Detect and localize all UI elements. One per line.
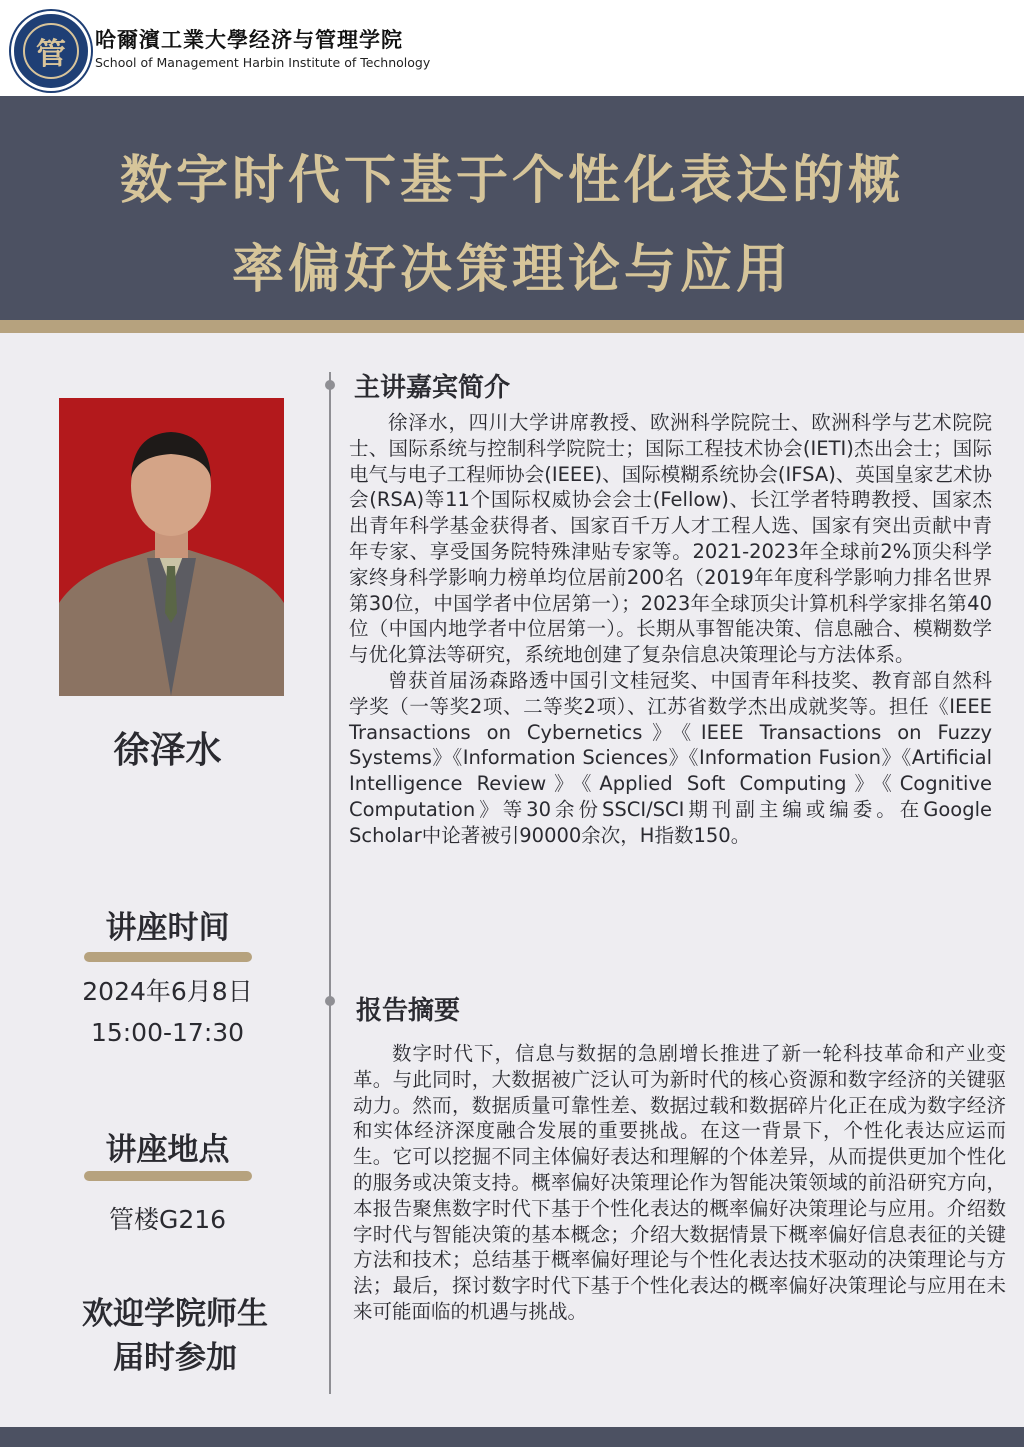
abstract-paragraph: 数字时代下，信息与数据的急剧增长推进了新一轮科技革命和产业变革。与此同时，大数据被广泛认可为新时代的核心资源和数字经济的关键驱动力。然而，数据质量可靠性差、数据过载和数据碎片化正在成为数字经济和实体经济深度融合发展的重要挑战。在这一背景下，个性化表达应运而生。它可以挖掘不同主体偏好表达和理解的个体差异，从而提供更加个性化的服务或决策支持。概率偏好决策理论作为智能决策领域的前沿研究方向，本报告聚焦数字时代下基于个性化表达的概率偏好决策理论与应用。介绍数字时代与智能决策的基本概念；介绍大数据情景下概率偏好信息表征的关键方法和技术；总结基于概率偏好理论与个性化表达技术驱动的决策理论与方法；最后，探讨数字时代下基于个性化表达的概率偏好决策理论与应用在未来可能面临的机遇与挑战。 bbox=[353, 1042, 1006, 1323]
school-name-en: School of Management Harbin Institute of Technology bbox=[95, 55, 431, 70]
welcome-message bbox=[40, 1292, 310, 1380]
timeline-dot-bio bbox=[325, 380, 335, 390]
speaker-name: 徐泽水 bbox=[113, 730, 222, 771]
abstract-heading: 报告摘要 bbox=[356, 996, 461, 1026]
speaker-photo bbox=[59, 398, 284, 696]
place-heading-underline bbox=[84, 1171, 252, 1181]
bio-paragraph-2: 曾获首届汤森路透中国引文桂冠奖、中国青年科技奖、教育部自然科学奖（一等奖2项、二等奖2项）、江苏省数学杰出成就奖等。担任《IEEE Transactions on Cybernetics》《IEEE Transactions on Fuzzy Systems》《Information Sciences》《Information Fusion》《Artificial Intelligence Review》《Applied Soft Computing》《Cognitive Computation》等30余份SSCI/SCI期刊副主编或编委。在Google Scholar中论著被引90000余次，H指数150。 bbox=[349, 668, 992, 847]
bio-heading: 主讲嘉宾简介 bbox=[354, 373, 511, 403]
abstract-text bbox=[353, 1041, 1006, 1325]
lecture-room: 管楼G216 bbox=[108, 1205, 227, 1234]
time-heading-underline bbox=[84, 952, 252, 962]
welcome-line-2: 届时参加 bbox=[113, 1340, 237, 1376]
logo-emblem: 管 bbox=[23, 23, 79, 79]
footer-bar bbox=[0, 1427, 1024, 1447]
school-name-cn: 哈爾濱工業大學经济与管理学院 bbox=[95, 27, 403, 52]
timeline-dot-abstract bbox=[325, 996, 335, 1006]
lecture-title-line-1: 数字时代下基于个性化表达的概 bbox=[119, 151, 904, 211]
welcome-line-1: 欢迎学院师生 bbox=[82, 1296, 268, 1332]
timeline-line bbox=[329, 372, 331, 1394]
lecture-title-line-2: 率偏好决策理论与应用 bbox=[231, 240, 792, 300]
lecture-place-heading: 讲座地点 bbox=[105, 1132, 230, 1168]
lecture-hours: 15:00-17:30 bbox=[90, 1018, 245, 1047]
lecture-date: 2024年6月8日 bbox=[82, 977, 253, 1006]
lecture-time-heading: 讲座时间 bbox=[105, 910, 230, 946]
bio-paragraph-1: 徐泽水，四川大学讲席教授、欧洲科学院院士、欧洲科学与艺术院院士、国际系统与控制科学院院士；国际工程技术协会(IETI)杰出会士；国际电气与电子工程师协会(IEEE)、国际模糊系统协会(IFSA)、英国皇家艺术协会(RSA)等11个国际权威协会会士(Fellow)、长江学者特聘教授、国家杰出青年科学基金获得者、国家百千万人才工程人选、国家有突出贡献中青年专家、享受国务院特殊津贴专家等。2021-2023年全球前2%顶尖科学家终身科学影响力榜单均位居前200名（2019年年度科学影响力排名世界第30位，中国学者中位居第一）；2023年全球顶尖计算机科学家排名第40位（中国内地学者中位居第一）。长期从事智能决策、信息融合、模糊数学与优化算法等研究，系统地创建了复杂信息决策理论与方法体系。 bbox=[349, 411, 992, 667]
gold-divider bbox=[0, 320, 1024, 333]
speaker-portrait-icon bbox=[59, 398, 284, 696]
bio-text bbox=[349, 410, 992, 849]
header-bar bbox=[0, 0, 1024, 96]
university-logo bbox=[11, 11, 91, 91]
